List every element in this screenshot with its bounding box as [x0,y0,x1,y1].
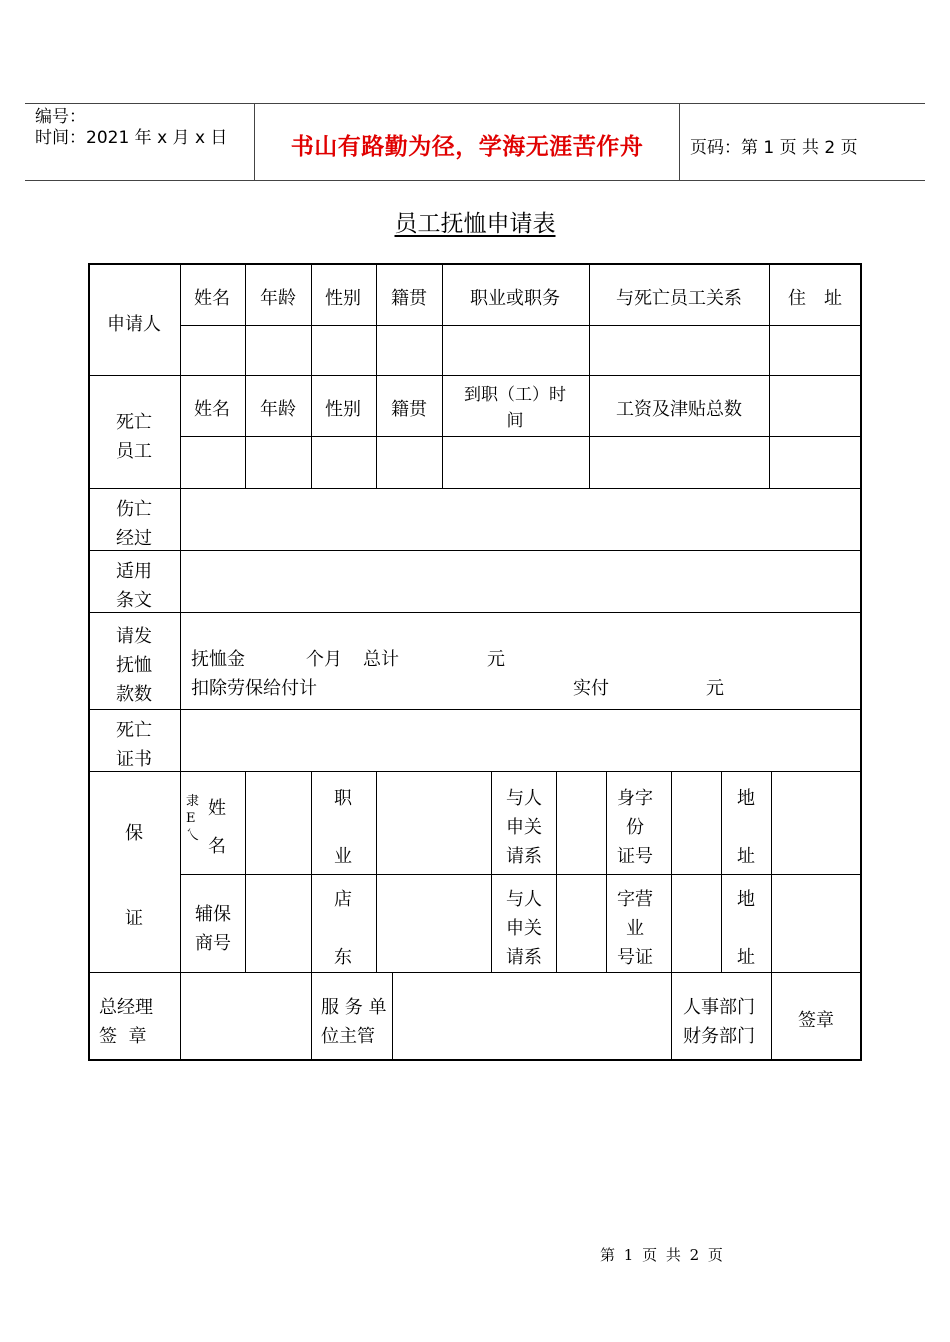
applicant-label: 申请人 [107,314,161,335]
pension-label: 抚恤金 [191,649,245,670]
applicant-header-occupation: 职业或职务 [470,288,560,309]
certificate-label: 死亡 证书 [116,720,152,770]
business-license-label: 字营 业 号证 [617,889,653,968]
row-line [88,612,862,613]
applicant-header-address: 住 址 [788,288,842,309]
col-line [556,771,557,972]
guarantee-label-1: 保 [125,823,143,844]
deceased-header-name: 姓名 [194,399,230,420]
yuan-unit: 元 [487,649,505,670]
col-line [245,771,246,972]
table-border [88,1059,862,1061]
col-line [589,263,590,488]
guarantor-address-label: 地 址 [737,788,755,867]
yuan-unit: 元 [706,678,724,699]
col-line [376,263,377,488]
months-label: 个月 [306,649,342,670]
shop-number-label: 辅保 商号 [195,904,231,954]
deceased-header-native-place: 籍贯 [391,399,427,420]
deduct-label: 扣除劳保给付计 [191,678,317,699]
col-line [376,771,377,972]
deceased-header-age: 年龄 [260,399,296,420]
shop-address-label: 地 址 [737,889,755,968]
row-line [88,375,862,376]
payment-label: 请发 抚恤 款数 [116,626,152,705]
applicant-header-gender: 性别 [325,288,361,309]
supervisor-signature-label: 服 务 单 位主管 [321,997,387,1047]
guarantor-name-label: 姓 名 [208,798,226,857]
col-line [442,263,443,488]
applicant-header-name: 姓名 [194,288,230,309]
row-line [180,325,861,326]
col-line [769,263,770,488]
time-label: 时间：2021 年 x 月 x 日 [35,128,228,148]
col-line [392,972,393,1060]
form-title: 员工抚恤申请表 [394,211,556,237]
header-page-info: 页码：第 1 页 共 2 页 [690,138,858,158]
col-line [671,771,672,1060]
col-line [245,263,246,488]
row-line [88,550,862,551]
col-line [491,771,492,972]
col-line [771,771,772,1060]
total-label: 总计 [363,649,399,670]
header-slogan: 书山有路勤为径，学海无涯苦作舟 [290,133,644,160]
col-line [180,771,181,1060]
col-line [721,771,722,972]
guarantor-relation-label: 与人 申关 请系 [506,788,542,867]
applicant-header-native-place: 籍贯 [391,288,427,309]
deceased-label: 死亡 员工 [116,412,152,462]
actual-paid-label: 实付 [573,678,609,699]
table-border [88,263,862,265]
row-line [180,436,861,437]
col-line [311,771,312,1060]
page-footer: 第 1 页 共 2 页 [600,1246,723,1264]
seal-label: 签章 [798,1010,834,1031]
guarantor-side-glyphs: 隶 E 乀 [186,794,200,843]
applicant-header-age: 年龄 [260,288,296,309]
table-border [88,263,90,1061]
department-signature-label: 人事部门 财务部门 [683,997,755,1047]
guarantor-occupation-label: 职 业 [334,788,352,867]
injury-label: 伤亡 经过 [116,499,152,549]
number-label: 编号： [35,107,86,127]
clauses-label: 适用 条文 [116,561,152,611]
row-line [180,874,861,875]
applicant-header-relation: 与死亡员工关系 [616,288,742,309]
row-line [88,771,862,772]
deceased-header-hire-time: 到职（工）时 间 [464,385,566,431]
col-line [311,263,312,488]
table-border [860,263,862,1061]
guarantor-id-label: 身字 份 证号 [617,788,653,867]
deceased-header-gender: 性别 [325,399,361,420]
shop-owner-label: 店 东 [334,889,352,968]
row-line [88,709,862,710]
row-line [88,488,862,489]
col-line [606,771,607,972]
guarantee-label-2: 证 [125,908,143,929]
shop-relation-label: 与人 申关 请系 [506,889,542,968]
col-line [180,263,181,488]
gm-signature-label: 总经理 签 章 [99,997,153,1047]
col-line [180,488,181,771]
deceased-header-salary-total: 工资及津贴总数 [616,399,742,420]
row-line [88,972,862,973]
